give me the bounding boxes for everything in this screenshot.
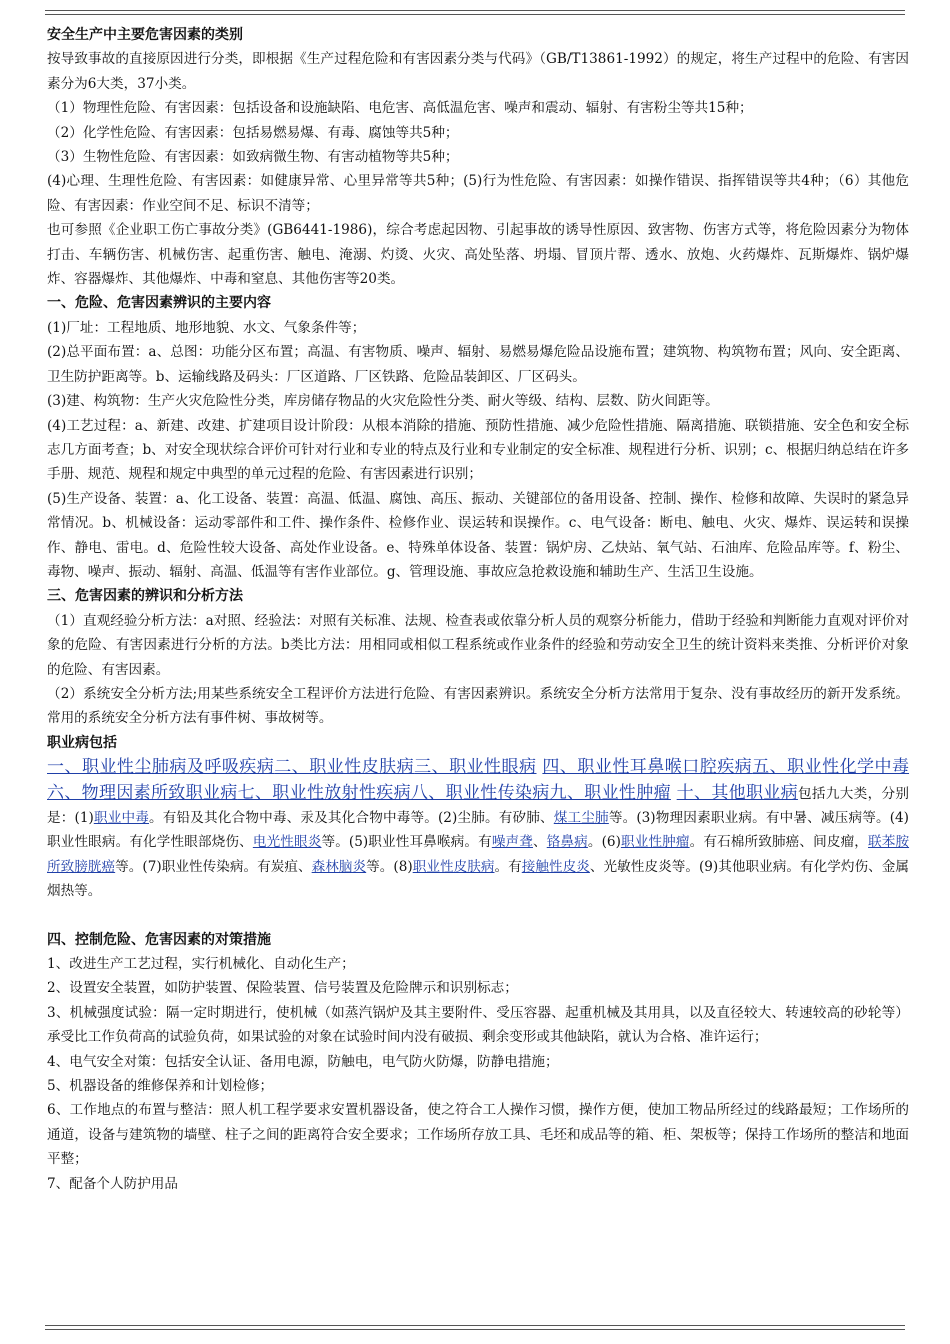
- text-fragment: 、: [532, 834, 547, 851]
- link-chemical-poisoning[interactable]: 五、职业性化学中毒: [752, 757, 910, 778]
- text-fragment: 。(6): [587, 834, 621, 851]
- paragraph-site: (1)厂址：工程地质、地形地貌、水文、气象条件等；: [47, 319, 366, 336]
- footer-rule: [45, 1325, 905, 1330]
- text-fragment: 等。(8): [366, 858, 413, 875]
- paragraph-alt-classification: 也可参照《企业职工伤亡事故分类》(GB6441-1986)，综合考虑起因物、引起事故的诱导性原因、致害物、伤害方式等，将危险因素分为物体打击、车辆伤害、机械伤害、起重伤害、触电、淹溺、灼烫、火灾、高处坠落、坍塌、冒顶片帮、透水、放炮、火药爆炸、瓦斯爆炸、锅炉爆炸、容器爆炸、其他爆炸、中毒和窒息、其他伤害等20类。: [47, 222, 909, 288]
- paragraph-measure-5: 5、机器设备的维修保养和计划检修；: [47, 1078, 274, 1095]
- link-other-disease[interactable]: 十、其他职业病: [676, 782, 798, 803]
- section-title-hazard-categories: 安全生产中主要危害因素的类别: [47, 27, 243, 43]
- link-eye-disease[interactable]: 三、职业性眼病: [414, 757, 537, 778]
- text-fragment: 等。(7)职业性传染病。有炭疽、: [115, 858, 312, 875]
- paragraph-empirical: （1）直观经验分析方法：a对照、经验法：对照有关标准、法规、检查表或依靠分析人员的观察分析能力，借助于经验和判断能力直观对评价对象的危险、有害因素进行分析的方法。b类比方法：用相同或相似工程系统或作业条件的经验和劳动安全卫生的统计资料来类推、分析评价对象的危险、有害因素。: [47, 612, 909, 678]
- document-body: [47, 23, 909, 1196]
- paragraph-system-analysis: （2）系统安全分析方法;用某些系统安全工程评价方法进行危险、有害因素辨识。系统安全分析方法常用于复杂、没有事故经历的新开发系统。常用的系统安全分析方法有事件树、事故树等。: [47, 685, 909, 727]
- link-occupational-tumor-inline[interactable]: 职业性肿瘤: [620, 834, 690, 851]
- link-physical-factors[interactable]: 六、物理因素所致职业病: [47, 782, 238, 803]
- paragraph-measure-2: 2、设置安全装置，如防护装置、保险装置、信号装置及危险牌示和识别标志；: [47, 980, 518, 997]
- section-title-identification: 一、危险、危害因素辨识的主要内容: [47, 295, 271, 312]
- paragraph-buildings: (3)建、构筑物：生产火灾危险性分类，库房储存物品的火灾危险性分类、耐火等级、结构、层数、防火间距等。: [47, 393, 719, 410]
- paragraph-occupational-disease: [47, 755, 909, 903]
- spacer: [47, 904, 909, 928]
- link-pneumoconiosis[interactable]: 一、职业性尘肺病及呼吸疾病: [47, 757, 275, 778]
- text-fragment: 。有: [494, 858, 522, 875]
- link-coal-workers-pneumoconiosis[interactable]: 煤工尘肺: [553, 810, 609, 826]
- link-occupational-skin-disease[interactable]: 职业性皮肤病: [412, 858, 495, 875]
- link-forest-encephalitis[interactable]: 森林脑炎: [311, 858, 367, 875]
- paragraph-biological: （3）生物性危险、有害因素：如致病微生物、有害动植物等共5种；: [47, 149, 459, 166]
- link-benzidine-bladder-cancer[interactable]: 联苯胺所致膀胱癌: [47, 834, 910, 875]
- text-nine-categories: 包括九大类，分别是：(1): [47, 785, 910, 826]
- paragraph-equipment: (5)生产设备、装置：a、化工设备、装置：高温、低温、腐蚀、高压、振动、关键部位的备用设备、控制、操作、检修和故障、失误时的紧急异常情况。b、机械设备：运动零部件和工件、操作条件、检修作业、误运转和误操作。c、电气设备：断电、触电、火灾、爆炸、误运转和误操作、静电、雷电。d、危险性较大设备、高处作业设备。e、特殊单体设备、装置：锅炉房、乙炔站、氧气站、石油库、危险品库等。f、粉尘、毒物、噪声、振动、辐射、高温、低温等有害作业部位。g、管理设施、事故应急抢救设施和辅助生产、生活卫生设施。: [47, 490, 909, 580]
- paragraph-measure-3: 3、机械强度试验：隔一定时期进行，使机械（如蒸汽锅炉及其主要附件、受压容器、起重机械及其用具，以及直径较大、转速较高的砂轮等）承受比工作负荷高的试验负荷，如果试验的对象在试验时间内没有破损、剩余变形或其他缺陷，就认为合格、准许运行；: [47, 1004, 909, 1046]
- text-fragment: 。有石棉所致肺癌、间皮瘤，: [689, 834, 869, 851]
- text-fragment: 、光敏性皮炎等。(9)其他职业病。有化学灼伤、金属烟热等。: [47, 858, 910, 900]
- link-radiation-disease[interactable]: 七、职业性放射性疾病: [237, 782, 411, 803]
- text-fragment: 等。(5)职业性耳鼻喉病。有: [321, 834, 492, 851]
- paragraph-measure-4: 4、电气安全对策：包括安全认证、备用电源，防触电，电气防火防爆，防静电措施；: [47, 1053, 559, 1070]
- section-title-countermeasures: 四、控制危险、危害因素的对策措施: [47, 931, 271, 948]
- link-contact-dermatitis[interactable]: 接触性皮炎: [521, 858, 590, 875]
- link-chromium-nose-disease[interactable]: 铬鼻病: [546, 834, 588, 851]
- section-title-occupational-disease: 职业病包括: [47, 734, 117, 751]
- paragraph-chemical: （2）化学性危险、有害因素：包括易燃易爆、有毒、腐蚀等共5种；: [47, 124, 459, 141]
- link-occupational-tumor[interactable]: 九、职业性肿瘤: [549, 782, 671, 803]
- paragraph-measure-1: 1、改进生产工艺过程，实行机械化、自动化生产；: [47, 956, 355, 973]
- link-electro-ophthalmia[interactable]: 电光性眼炎: [252, 834, 322, 851]
- paragraph-measure-7: 7、配备个人防护用品: [47, 1175, 178, 1192]
- paragraph-process: (4)工艺过程：a、新建、改建、扩建项目设计阶段：从根本消除的措施、预防性措施、减少危险性措施、隔离措施、联锁措施、安全色和安全标志几方面考查；b、对安全现状综合评价可针对行业和专业的特点及行业和专业制定的安全标准、规程进行分析、识别；c、根据归纳总结在许多手册、规范、规程和规定中典型的单元过程的危险、有害因素进行识别；: [47, 417, 909, 483]
- link-noise-deafness[interactable]: 噪声聋: [491, 834, 533, 851]
- section-title-methods: 三、危害因素的辨识和分析方法: [47, 588, 243, 605]
- paragraph-intro: 按导致事故的直接原因进行分类，即根据《生产过程危险和有害因素分类与代码》（GB/T13861-1992）的规定，将生产过程中的危险、有害因素分为6大类，37小类。: [47, 51, 909, 92]
- paragraph-measure-6: 6、工作地点的布置与整洁：照人机工程学要求安置机器设备，使之符合工人操作习惯，操作方便，使加工物品所经过的线路最短；工作场所的通道，设备与建筑物的墙壁、柱子之间的距离符合安全要求；工作场所存放工具、毛坯和成品等的箱、柜、架板等；保持工作场所的整洁和地面平整；: [47, 1102, 909, 1168]
- link-ent-disease[interactable]: 四、职业性耳鼻喉口腔疾病: [542, 757, 753, 778]
- paragraph-psych-behavior: (4)心理、生理性危险、有害因素：如健康异常、心里异常等共5种；(5)行为性危险、有害因素：如操作错误、指挥错误等共4种；（6）其他危险、有害因素：作业空间不足、标识不清等；: [47, 173, 909, 214]
- link-occupational-poisoning[interactable]: 职业中毒: [93, 810, 149, 826]
- text-fragment: 等。(3)物理因素职业病。有中暑、减压病等。(4)职业性眼病。有化学性眼部烧伤、: [47, 810, 909, 851]
- header-rule: [45, 10, 905, 15]
- paragraph-layout: (2)总平面布置：a、总图：功能分区布置；高温、有害物质、噪声、辐射、易燃易爆危险品设施布置；建筑物、构筑物布置；风向、安全距离、卫生防护距离等。b、运输线路及码头：厂区道路、厂区铁路、危险品装卸区、厂区码头。: [47, 344, 909, 385]
- link-infectious-disease[interactable]: 八、职业性传染病: [410, 782, 550, 803]
- paragraph-physical: （1）物理性危险、有害因素：包括设备和设施缺陷、电危害、高低温危害、噪声和震动、辐射、有害粉尘等共15种；: [47, 100, 753, 117]
- text-fragment: 。有铅及其化合物中毒、汞及其化合物中毒等。(2)尘肺。有矽肺、: [149, 810, 554, 826]
- link-skin-disease[interactable]: 二、职业性皮肤病: [274, 757, 415, 778]
